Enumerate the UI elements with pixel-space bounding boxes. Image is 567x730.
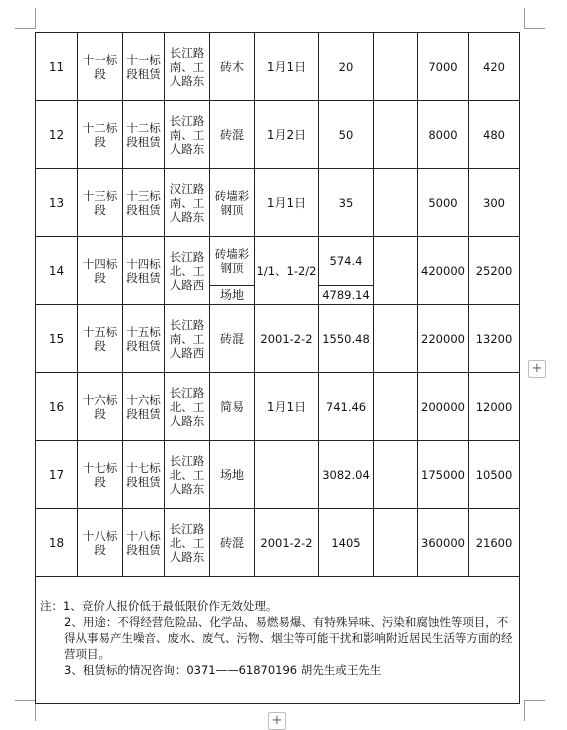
deposit-cell: 10500 <box>469 441 520 509</box>
section-cell: 十五标段 <box>78 305 123 373</box>
deposit-cell: 13200 <box>469 305 520 373</box>
structure-cell: 砖混 <box>210 101 255 169</box>
structure-cell: 场地 <box>210 441 255 509</box>
section-cell: 十四标段 <box>78 237 123 305</box>
item-cell: 十四标段租赁 <box>123 237 165 305</box>
table-row <box>36 169 520 237</box>
table-row <box>36 101 520 169</box>
deposit-cell: 12000 <box>469 373 520 441</box>
deposit-cell: 300 <box>469 169 520 237</box>
date-cell: 1月1日 <box>255 169 319 237</box>
structure-cell: 简易 <box>210 373 255 441</box>
price-cell: 220000 <box>418 305 469 373</box>
row-number: 12 <box>36 101 78 169</box>
row-number: 13 <box>36 169 78 237</box>
structure-cell: 砖墙彩钢顶 <box>210 169 255 237</box>
area-cell: 741.46 <box>319 373 374 441</box>
structure-cell-secondary: 场地 <box>210 286 255 305</box>
table-row <box>36 441 520 509</box>
location-cell: 长江路北、工人路西 <box>165 237 210 305</box>
structure-cell: 砖混 <box>210 305 255 373</box>
price-cell: 7000 <box>418 33 469 101</box>
area-cell: 3082.04 <box>319 441 374 509</box>
blank-cell <box>374 441 418 509</box>
date-cell: 1月1日 <box>255 33 319 101</box>
row-number: 14 <box>36 237 78 305</box>
area-cell: 574.4 <box>319 237 374 286</box>
row-number: 15 <box>36 305 78 373</box>
date-cell: 1月1日 <box>255 373 319 441</box>
item-cell: 十三标段租赁 <box>123 169 165 237</box>
price-cell: 5000 <box>418 169 469 237</box>
deposit-cell: 25200 <box>469 237 520 305</box>
section-cell: 十二标段 <box>78 101 123 169</box>
structure-cell: 砖墙彩钢顶 <box>210 237 255 286</box>
page-corner-mark <box>524 8 545 29</box>
table-row <box>36 373 520 441</box>
item-cell: 十七标段租赁 <box>123 441 165 509</box>
blank-cell <box>374 33 418 101</box>
blank-cell <box>374 169 418 237</box>
price-cell: 8000 <box>418 101 469 169</box>
section-cell: 十六标段 <box>78 373 123 441</box>
deposit-cell: 420 <box>469 33 520 101</box>
date-cell: 1月2日 <box>255 101 319 169</box>
note-line-2: 2、用途：不得经营危险品、化学品、易燃易爆、有特殊异味、污染和腐蚀性等项目，不得从事易产生噪音、废水、废气、污物、烟尘等可能干扰和影响附近居民生活等方面的经营项目。 <box>64 615 513 661</box>
blank-cell <box>374 373 418 441</box>
item-cell: 十五标段租赁 <box>123 305 165 373</box>
table-row <box>36 237 520 286</box>
table-row <box>36 509 520 577</box>
blank-cell <box>374 305 418 373</box>
location-cell: 汉江路南、工人路东 <box>165 169 210 237</box>
area-cell: 50 <box>319 101 374 169</box>
add-row-icon[interactable]: + <box>268 712 286 730</box>
note-line-3: 3、租赁标的情况咨询：0371——61870196 胡先生或王先生 <box>64 663 382 677</box>
blank-cell <box>374 237 418 305</box>
deposit-cell: 480 <box>469 101 520 169</box>
deposit-cell: 21600 <box>469 509 520 577</box>
add-row-icon[interactable]: + <box>528 360 546 378</box>
row-number: 18 <box>36 509 78 577</box>
location-cell: 长江路南、工人路东 <box>165 101 210 169</box>
area-cell: 20 <box>319 33 374 101</box>
location-cell: 长江路南、工人路东 <box>165 33 210 101</box>
location-cell: 长江路北、工人路东 <box>165 509 210 577</box>
page-corner-mark <box>15 8 36 29</box>
structure-cell: 砖木 <box>210 33 255 101</box>
table-row <box>36 305 520 373</box>
row-number: 16 <box>36 373 78 441</box>
table-row <box>36 33 520 101</box>
page-corner-mark <box>15 700 36 721</box>
item-cell: 十八标段租赁 <box>123 509 165 577</box>
date-cell: 2001-2-2 <box>255 509 319 577</box>
note-line-1: 注：1、竞价人报价低于最低限价作无效处理。 <box>40 599 278 613</box>
date-cell <box>255 441 319 509</box>
blank-cell <box>374 101 418 169</box>
price-cell: 420000 <box>418 237 469 305</box>
item-cell: 十二标段租赁 <box>123 101 165 169</box>
area-cell: 1405 <box>319 509 374 577</box>
section-cell: 十八标段 <box>78 509 123 577</box>
location-cell: 长江路南、工人路西 <box>165 305 210 373</box>
notes-block <box>40 598 515 678</box>
item-cell: 十一标段租赁 <box>123 33 165 101</box>
area-cell: 1550.48 <box>319 305 374 373</box>
page-corner-mark <box>524 700 545 721</box>
blank-cell <box>374 509 418 577</box>
section-cell: 十七标段 <box>78 441 123 509</box>
price-cell: 360000 <box>418 509 469 577</box>
item-cell: 十六标段租赁 <box>123 373 165 441</box>
section-cell: 十三标段 <box>78 169 123 237</box>
location-cell: 长江路北、工人路东 <box>165 441 210 509</box>
price-cell: 200000 <box>418 373 469 441</box>
row-number: 11 <box>36 33 78 101</box>
date-cell: 2001-2-2 <box>255 305 319 373</box>
area-cell: 35 <box>319 169 374 237</box>
row-number: 17 <box>36 441 78 509</box>
date-cell: 1/1、1-2/2 <box>255 237 319 305</box>
location-cell: 长江路北、工人路东 <box>165 373 210 441</box>
section-cell: 十一标段 <box>78 33 123 101</box>
price-cell: 175000 <box>418 441 469 509</box>
structure-cell: 砖混 <box>210 509 255 577</box>
area-cell-secondary: 4789.14 <box>319 286 374 305</box>
